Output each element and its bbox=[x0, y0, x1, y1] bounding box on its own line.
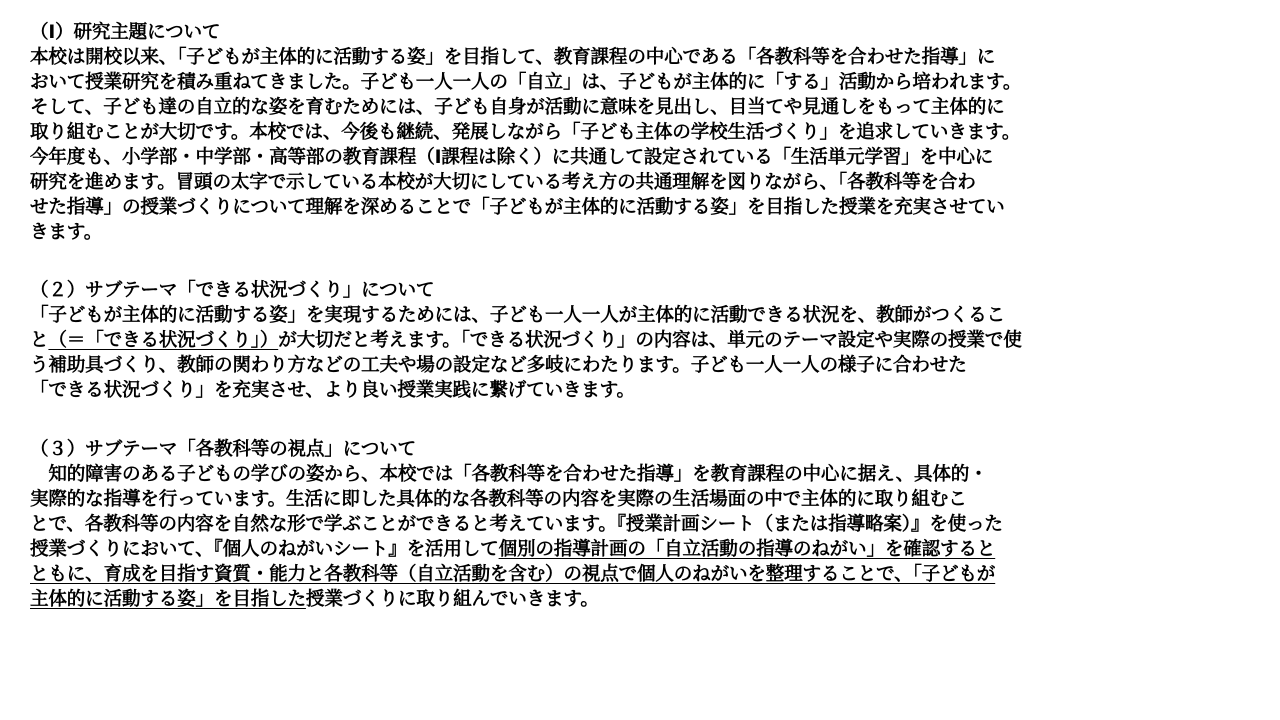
section3-line-4-plain: 授業づくりにおいて、『個人のねがいシート』を活用して bbox=[30, 539, 499, 560]
section1-line-2: おいて授業研究を積み重ねてきました。子ども一人一人の「自立」は、子どもが主体的に「する」活動から培われます。 bbox=[30, 72, 1022, 93]
section1-line-8: きます。 bbox=[30, 222, 103, 243]
section2-line-3: う補助具づくり、教師の関わり方などの工夫や場の設定など多岐にわたります。子ども一人一人の様子に合わせた bbox=[30, 355, 967, 376]
section1-line-1: 本校は開校以来、「子どもが主体的に活動する姿」を目指して、教育課程の中心である「各教科等を合わせた指導」に bbox=[30, 47, 996, 68]
section2-line-2-underlined: （＝「できる状況づくり」） bbox=[48, 330, 279, 351]
section1-line-6-post: の共通理解を図りながら、「各教科等を合わ bbox=[617, 172, 976, 193]
section1-line-6-pre: 研究を進めます。冒頭の太字で示している bbox=[30, 172, 378, 193]
section2-line-2 bbox=[30, 328, 1255, 353]
section3-line-4-underlined: 個別の指導計画の「自立活動の指導のねがい」を確認すると bbox=[498, 539, 996, 560]
section3-line-3: とで、各教科等の内容を自然な形で学ぶことができると考えています。『授業計画シート（または指導略案）』を使った bbox=[30, 514, 1003, 535]
section3-line-6 bbox=[30, 587, 1255, 612]
section1-line-6-emphasis: 本校が大切にしている考え方 bbox=[378, 172, 618, 193]
section1-line-5: 今年度も、小学部・中学部・高等部の教育課程（Ⅰ課程は除く）に共通して設定されている「生活単元学習」を中心に bbox=[30, 147, 994, 168]
section1-line-4: 取り組むことが大切です。本校では、今後も継続、発展しながら「子ども主体の学校生活づくり」を追求していきます。 bbox=[30, 122, 1021, 143]
section1-heading: （Ⅰ）研究主題について bbox=[30, 22, 221, 43]
section2-line-1: 「子どもが主体的に活動する姿」を実現するためには、子ども一人一人が主体的に活動できる状況を、教師がつくるこ bbox=[30, 305, 1005, 326]
section3-line-6-underlined: 主体的に活動する姿」を目指した bbox=[30, 589, 306, 610]
section3-line-2: 実際的な指導を行っています。生活に即した具体的な各教科等の内容を実際の生活場面の中で主体的に取り組むこ bbox=[30, 489, 967, 510]
section1-line-7: せた指導」の授業づくりについて理解を深めることで「子どもが主体的に活動する姿」を目指した授業を充実させてい bbox=[30, 197, 1005, 218]
section3-line-1: 知的障害のある子どもの学びの姿から、本校では「各教科等を合わせた指導」を教育課程の中心に据え、具体的・ bbox=[30, 464, 988, 485]
document-body bbox=[30, 20, 1255, 612]
section-subtheme-subject-perspective bbox=[30, 437, 1255, 612]
section3-line-4 bbox=[30, 537, 1255, 562]
section2-line-2-b: が大切だと考えます。「できる状況づくり」の内容は、単元のテーマ設定や実際の授業で使 bbox=[278, 330, 1022, 351]
section3-line-5 bbox=[30, 562, 1255, 587]
section-subtheme-can-do bbox=[30, 278, 1255, 403]
section-research-theme bbox=[30, 20, 1255, 245]
section2-heading: （２）サブテーマ「できる状況づくり」について bbox=[30, 280, 435, 301]
section1-line-6 bbox=[30, 170, 1255, 195]
paragraph-spacer bbox=[30, 245, 1255, 278]
section3-heading: （３）サブテーマ「各教科等の視点」について bbox=[30, 439, 416, 460]
section1-line-3: そして、子ども達の自立的な姿を育むためには、子ども自身が活動に意味を見出し、目当てや見通しをもって主体的に bbox=[30, 97, 1005, 118]
paragraph-spacer bbox=[30, 403, 1255, 437]
section2-line-4: 「できる状況づくり」を充実させ、より良い授業実践に繋げていきます。 bbox=[30, 380, 635, 401]
section3-line-6-plain: 授業づくりに取り組んでいきます。 bbox=[305, 589, 599, 610]
section2-line-2-a: と bbox=[30, 330, 49, 351]
section3-line-5-underlined: ともに、育成を目指す資質・能力と各教科等（自立活動を含む）の視点で個人のねがいを整理することで、「子どもが bbox=[30, 564, 996, 585]
